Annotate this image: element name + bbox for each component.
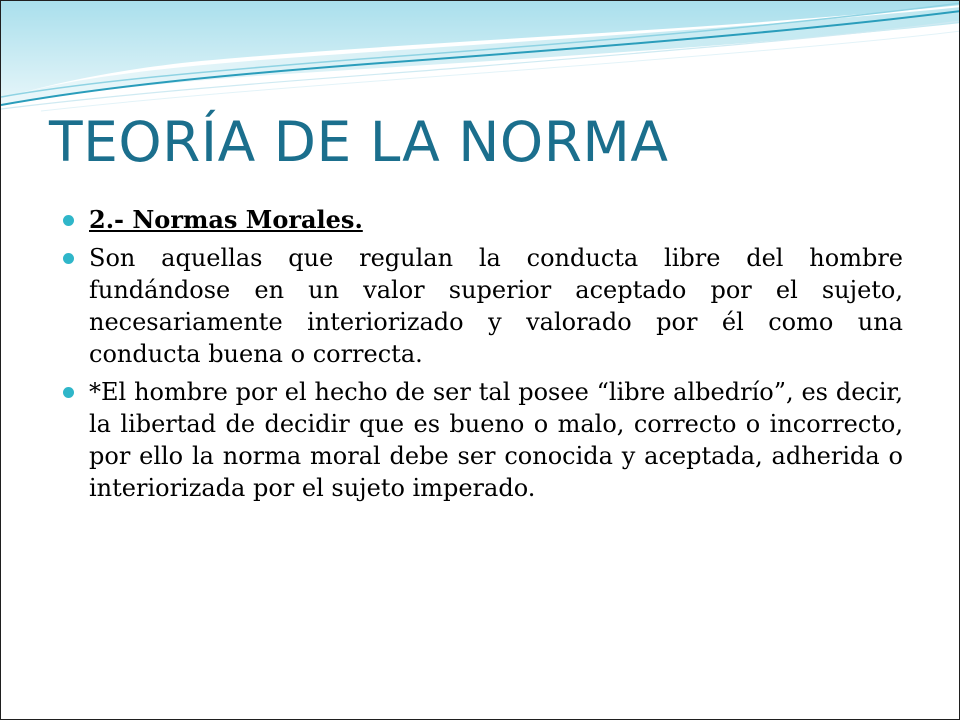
bullet-item xyxy=(63,376,903,504)
bullet-text: Son aquellas que regulan la conducta libre del hombre fundándose en un valor superior aceptado por el sujeto, necesariamente interiorizado y valorado por él como una conducta buena o correcta. xyxy=(89,244,903,368)
slide-title: TEORÍA DE LA NORMA xyxy=(49,110,669,174)
section-heading: 2.- Normas Morales. xyxy=(89,205,363,234)
bullet-text: *El hombre por el hecho de ser tal posee “libre albedrío”, es decir, la libertad de decidir que es bueno o malo, correcto o incorrecto, por ello la norma moral debe ser conocida y aceptada, adherida o interiorizada por el sujeto imperado. xyxy=(89,378,903,502)
bullet-list xyxy=(63,204,903,510)
bullet-item xyxy=(63,204,903,236)
bullet-dot-icon xyxy=(63,215,74,226)
bullet-dot-icon xyxy=(63,387,74,398)
header-wave-decoration xyxy=(1,1,960,113)
bullet-item xyxy=(63,242,903,370)
bullet-dot-icon xyxy=(63,253,74,264)
